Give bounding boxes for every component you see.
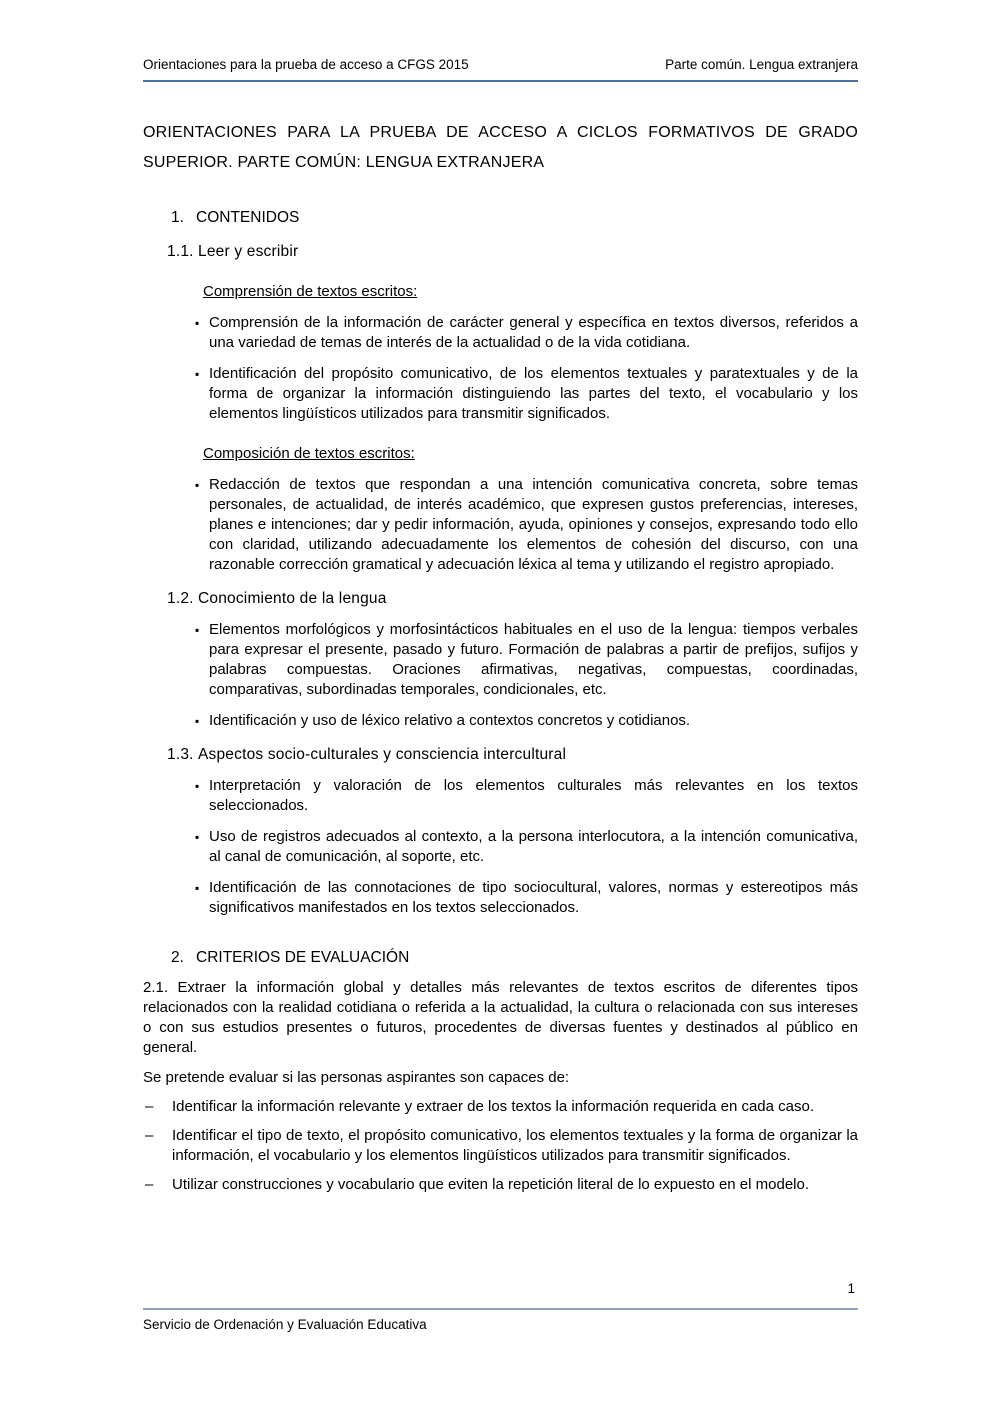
section-1-heading (171, 208, 858, 228)
section-1-3-label: Aspectos socio-culturales y consciencia intercultural (198, 746, 567, 763)
square-bullet-icon: ▪ (195, 881, 200, 895)
section-2-number: 2. (171, 949, 184, 966)
criterion-2-1-paragraph (143, 978, 858, 1058)
criterion-2-1-text: Extraer la información global y detalles más relevantes de textos escritos de diferentes tipos relacionados con la realidad cotidiana o referida a la actualidad, la cultura o relacionada con sus intereses o con sus estudios presentes o futuros, procedentes de diversas fuentes y destinados al público en general. (143, 979, 859, 1056)
list-item (195, 827, 858, 867)
list-item (145, 1097, 858, 1117)
header-doc-reference: Orientaciones para la prueba de acceso a CFGS 2015 (143, 57, 469, 72)
section-1-2-label: Conocimiento de la lengua (198, 590, 387, 607)
section-1-1-heading (167, 242, 858, 262)
list-item (145, 1175, 858, 1195)
square-bullet-icon: ▪ (195, 478, 200, 492)
document-body (143, 118, 858, 1195)
list-item (195, 711, 858, 731)
section-1-2-number: 1.2. (167, 590, 194, 607)
page-header (143, 57, 858, 82)
section-1-2-heading (167, 589, 858, 609)
composicion-subheading: Composición de textos escritos: (203, 445, 415, 462)
list-item-text: Identificación de las connotaciones de tipo sociocultural, valores, normas y estereotipos más significativos manifestados en los textos seleccionados. (209, 879, 858, 916)
list-item-text: Elementos morfológicos y morfosintácticos habituales en el uso de la lengua: tiempos verbales para expresar el presente, pasado y futuro. Formación de palabras a partir de prefijos, sufijos y palabras compuestas. Oraciones afirmativas, negativas, compuestas, coordinadas, comparativas, subordinadas temporales, condicionales, etc. (209, 621, 858, 698)
square-bullet-icon: ▪ (195, 316, 200, 330)
square-bullet-icon: ▪ (195, 623, 200, 637)
dash-bullet-icon: – (145, 1176, 154, 1193)
document-title: ORIENTACIONES PARA LA PRUEBA DE ACCESO A CICLOS FORMATIVOS DE GRADO SUPERIOR. PARTE COMÚN: LENGUA EXTRANJERA (143, 124, 858, 171)
comprension-subheading: Comprensión de textos escritos: (203, 283, 418, 300)
section-1-label: CONTENIDOS (196, 209, 300, 226)
list-item (195, 776, 858, 816)
list-item-text: Identificar la información relevante y extraer de los textos la información requerida en cada caso. (172, 1098, 815, 1115)
list-item-text: Identificación y uso de léxico relativo a contextos concretos y cotidianos. (209, 712, 691, 729)
section-1-3-number: 1.3. (167, 746, 194, 763)
list-item-text: Interpretación y valoración de los elementos culturales más relevantes en los textos seleccionados. (209, 777, 858, 814)
list-item (145, 1126, 858, 1166)
list-item-text: Utilizar construcciones y vocabulario que eviten la repetición literal de lo expuesto en el modelo. (172, 1176, 810, 1193)
square-bullet-icon: ▪ (195, 830, 200, 844)
header-part-label: Parte común. Lengua extranjera (665, 57, 858, 72)
section-2-heading (171, 948, 858, 968)
criterion-2-1-number: 2.1. (143, 979, 169, 996)
list-item (195, 878, 858, 918)
square-bullet-icon: ▪ (195, 714, 200, 728)
dash-bullet-icon: – (145, 1098, 154, 1115)
list-item (195, 620, 858, 700)
square-bullet-icon: ▪ (195, 779, 200, 793)
list-item-text: Uso de registros adecuados al contexto, a la persona interlocutora, a la intención comunicativa, al canal de comunicación, al soporte, etc. (209, 828, 858, 865)
section-1-1-number: 1.1. (167, 243, 194, 260)
square-bullet-icon: ▪ (195, 367, 200, 381)
page-footer (143, 1308, 858, 1332)
section-2-label: CRITERIOS DE EVALUACIÓN (196, 949, 410, 966)
footer-text: Servicio de Ordenación y Evaluación Educativa (143, 1317, 427, 1332)
list-item-text: Redacción de textos que respondan a una intención comunicativa concreta, sobre temas personales, de actualidad, de interés académico, que expresen gustos preferencias, intereses, planes e intenciones; dar y pedir información, ayuda, opiniones y consejos, expresando todo ello con claridad, utilizando adecuadamente los elementos de cohesión del discurso, con una razonable corrección gramatical y adecuación léxica al tema y utilizando el registro apropiado. (209, 476, 858, 573)
evaluation-intro: Se pretende evaluar si las personas aspirantes son capaces de: (143, 1069, 570, 1086)
list-item (195, 475, 858, 575)
list-item (195, 364, 858, 424)
section-1-3-heading (167, 745, 858, 765)
list-item-text: Identificación del propósito comunicativo, de los elementos textuales y paratextuales y de la forma de organizar la información distinguiendo las partes del texto, el vocabulario y los elementos lingüísticos utilizados para transmitir significados. (209, 365, 858, 422)
page-number: 1 (847, 1281, 855, 1296)
section-1-number: 1. (171, 209, 184, 226)
list-item-text: Comprensión de la información de carácter general y específica en textos diversos, referidos a una variedad de temas de interés de la actualidad o de la vida cotidiana. (209, 314, 858, 351)
list-item (195, 313, 858, 353)
dash-bullet-icon: – (145, 1127, 154, 1144)
section-1-1-label: Leer y escribir (198, 243, 299, 260)
list-item-text: Identificar el tipo de texto, el propósito comunicativo, los elementos textuales y la forma de organizar la información, el vocabulario y los elementos lingüísticos utilizados para transmitir significados. (172, 1127, 858, 1164)
